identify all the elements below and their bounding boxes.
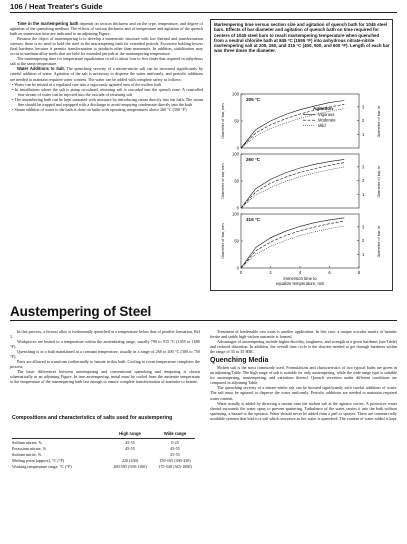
figure-caption: Martempering time versus section size and agitation of quench bath for 1045 steel bars. Effects of bar diameter and agitation of quench bath on time required for centers of 1045 steel bars to reach martempering temperature when quenched from a neutral chloride bath at 845 °C (1555 °F) into anhydrous nitrate-nitrite martempering salt at 205, 260, and 315 °C (400, 500, and 600 °F). Length of each bar was three times the diameter.: [214, 22, 390, 54]
plot-frame: [241, 154, 359, 208]
subsection-heading: Quenching Media: [210, 357, 269, 365]
bullet-text: Steam addition of water to the bath is done on baths with operating temperatures above 260 °C (500 °F): [14, 106, 187, 112]
series-line-mild: [241, 167, 344, 208]
paragraph: The quenching severity of a nitrate-nitrite salt can be boosted significantly with careful additions of water. The salt must be agitated to disperse the water uniformly. Periodic additions are needed to maintain required water content.: [210, 385, 397, 401]
y-axis-label: Diameter of bar, mm: [220, 223, 225, 259]
table-cell: 45-55: [170, 445, 180, 451]
x-tick-label: 4: [298, 270, 302, 275]
salt-composition-table: [12, 431, 192, 470]
y2-tick-label: 1: [362, 191, 365, 197]
run-in-heading: Time in the martempering bath: [17, 21, 79, 26]
bullet-item: • The assembering bath can be kept saturated with moisture by introducing steam directly into the bath. The steam line should be trapped and equipped with a discharge to avoid emptying condensate directly into the bath: [12, 96, 203, 107]
plot-frame: [241, 94, 359, 148]
bullet-item: • In installations where the salt is pump circulated, returning salt is cascaded into the quench zone. A controlled fine stream of water can be injected into the cascade of returning salt: [12, 86, 203, 97]
panel-title: 260 °C: [246, 157, 261, 162]
table-header-row: [12, 431, 192, 437]
bullet-text: The assembering bath can be kept saturated with moisture by introducing steam directly into the bath. The steam line should be trapped and equipped with a discharge to avoid emptying condensate directly into the bath: [14, 96, 203, 107]
table-rule: [12, 438, 195, 439]
x-tick-label: 8: [357, 270, 361, 275]
table-cell: Sodium nitrite, %: [12, 451, 42, 457]
table-cell: 25-55: [170, 451, 180, 457]
y-tick-label: 50: [234, 238, 239, 244]
paragraph: Because the object of martempering is to develop a martensitic structure with low thermal and transformation stresses, there is no need to hold the steel in the martempering bath for extended periods. Excessive holding lowers final hardness because it permits transformation to products other than martensite. In addition, stabilization may occur in medium-alloy steels that are held for extended periods at the martempering temperature.: [10, 36, 203, 57]
legend-label: Moderate: [318, 117, 336, 123]
y-tick-label: 100: [232, 211, 239, 217]
paragraph: In this process, a ferrous alloy is isothermally quenched at a temperature below that of pearlite formation, Ref 1.: [10, 329, 200, 340]
y2-tick-label: 1: [362, 131, 365, 137]
table-cell: Melting point (approx), °C (°F): [12, 457, 65, 463]
y2-axis-label: Diameter of bar, in.: [376, 224, 381, 258]
paragraph: Molten salt is the most commonly used. Formulations and characteristics of two typical baths are given in an adjoining Table. The high range of salt is suitable for only austempering, while the wide range type is suitable for austempering, martempering, and variations thereof. Quench severities under different conditions are compared in adjoining Table.: [210, 365, 397, 386]
y-tick-label: 0: [236, 145, 239, 151]
paragraph-text: depends on section thickness and on the type, temperature, and degree of agitation of the quenching medium. The effects of section thickness and of temperature and agitation of the quench bath on immersion time are indicated in an adjoining Figure.: [10, 21, 203, 37]
y-tick-label: 0: [236, 265, 239, 271]
panel-title: 205 °C: [246, 97, 261, 102]
series-line-moderate: [241, 221, 344, 268]
legend-title: Agitation: [313, 106, 333, 111]
bullet-item: • Water can be misted at a regulated rate into a vigorously agitated area of the molten bath: [12, 81, 162, 87]
table-title: Compositions and characteristics of salts used for austempering: [12, 415, 173, 421]
paragraph: Water usually is added by directing a stream onto the molten salt at the agitator vortex. A protective water shroud surrounds the water spray to prevent spattering. Turbulence of the water carries it into the bath without spattering, a hazard to the operator. Water should never be added from a pail or sprayer. There are commercially available systems that lead to a salt which increases as hot water is quenched. The content of water added is kept: [210, 400, 397, 421]
table-cell: 260-595 (500-1100): [113, 463, 147, 469]
section-title: Austempering of Steel: [10, 304, 152, 319]
table-row: [12, 464, 192, 470]
legend-label: Mild: [318, 123, 326, 128]
y-tick-label: 100: [232, 151, 239, 157]
plot-frame: [241, 214, 359, 268]
table-cell: 175-540 (345-1000): [158, 463, 192, 469]
paragraph: [10, 21, 203, 36]
table-header-cell: Wide range: [163, 431, 187, 436]
x-axis-label: Immersion time to: [283, 276, 317, 281]
table-cell: 0-25: [171, 439, 179, 445]
x-axis-label: equalize temperature, min: [275, 281, 325, 286]
x-tick-label: 6: [328, 270, 331, 275]
paragraph: The basic differences between austempering and conventional quenching and tempering is shown schematically in an adjoining Figure. In true austempering, metal must be cooled from the austenite temperature to the temperature of the austempering bath fast enough to ensure complete transformation of austenite to bainite.: [10, 369, 200, 385]
table-cell: 150-165 (300-330): [159, 457, 191, 463]
paragraph: Workpieces are heated to a temperature within the austenitizing range, usually 790 to 915 °C (1455 to 1680 °F).: [10, 339, 200, 350]
y-axis-label: Diameter of bar, mm: [220, 103, 225, 139]
run-in-heading: Water Additions to Salt.: [17, 66, 65, 72]
table-cell: 45-55: [125, 439, 135, 445]
x-tick-label: 0: [239, 270, 243, 275]
y-axis-label: Diameter of bar, mm: [220, 163, 225, 199]
table-cell: Working temperature range, °C (°F): [12, 463, 72, 469]
bullet-text: Water can be misted at a regulated rate into a vigorously agitated area of the molten bath: [14, 81, 162, 87]
table-cell: 220 (430): [121, 457, 139, 463]
table-header-cell: High range: [119, 431, 141, 436]
lower-left-column: [10, 329, 200, 385]
y-tick-label: 50: [234, 178, 239, 184]
y2-tick-label: 3: [362, 164, 365, 170]
header-rule: [10, 12, 397, 13]
bullet-item: • Steam addition of water to the bath is done on baths with operating temperatures above 260 °C (500 °F): [12, 106, 187, 112]
paragraph: The martempering time for temperature equalization in oil is about four to five times that required in anhydrous salt at the same temperature.: [10, 56, 203, 67]
paragraph: Treatment of hardenable cast irons is another application. In this case, a unique acicular matrix of bainitic ferrite and stable high-carbon austenite is formed.: [210, 329, 397, 340]
y2-tick-label: 2: [362, 178, 365, 184]
paragraph-text: The quenching severity of a nitrate-nitrite salt can be increased significantly by careful addition of water. Agitation of the salt is necessary to disperse the water uniformly, and periodic additions are needed to maintain required water content. The water can be added with complete safety as follows:: [10, 66, 203, 82]
y-tick-label: 100: [232, 91, 239, 97]
paragraph: [10, 66, 203, 81]
y2-tick-label: 3: [362, 104, 365, 110]
y-tick-label: 0: [236, 205, 239, 211]
y2-axis-label: Diameter of bar, in.: [376, 104, 381, 138]
lower-right-column: [210, 329, 397, 421]
x-tick-label: 2: [269, 270, 272, 275]
paragraph: Quenching is in a bath maintained at a constant temperature, usually in a range of 260 to 400 °C (500 to 750 °F).: [10, 349, 200, 360]
y-tick-label: 50: [234, 118, 239, 124]
table-cell: 45-55: [125, 445, 135, 451]
running-header: 106 / Heat Treater's Guide: [10, 2, 103, 11]
table-cell: Potassium nitrate, %: [12, 445, 47, 451]
y2-tick-label: 1: [362, 251, 365, 257]
series-line-moderate: [241, 163, 344, 208]
y2-tick-label: 3: [362, 224, 365, 230]
legend-label: Vigorous: [318, 112, 335, 117]
table-cell: Sodium nitrate, %: [12, 439, 43, 445]
series-line-vigorous: [241, 218, 344, 268]
martempering-figure: [210, 88, 393, 291]
left-column: [10, 21, 203, 112]
y2-tick-label: 2: [362, 238, 365, 244]
y2-tick-label: 2: [362, 118, 365, 124]
y2-axis-label: Diameter of bar, in.: [376, 164, 381, 198]
paragraph: Parts are allowed to transform isothermally to bainite in this bath. Cooling to room temperature completes the process.: [10, 359, 200, 370]
section-rule: [10, 320, 397, 321]
panel-title: 315 °C: [246, 217, 261, 222]
bullet-text: In installations where the salt is pump circulated, returning salt is cascaded into the quench zone. A controlled fine stream of water can be injected into the cascade of returning salt: [14, 86, 203, 97]
series-line-vigorous: [241, 159, 344, 208]
paragraph: Advantages of austempering include higher ductility, toughness, and strength at a given hardness (see Table) and reduced distortion. In addition, the overall time cycle is the shortest needed to get through hardness within the range of 35 to 55 HRC.: [210, 339, 397, 355]
